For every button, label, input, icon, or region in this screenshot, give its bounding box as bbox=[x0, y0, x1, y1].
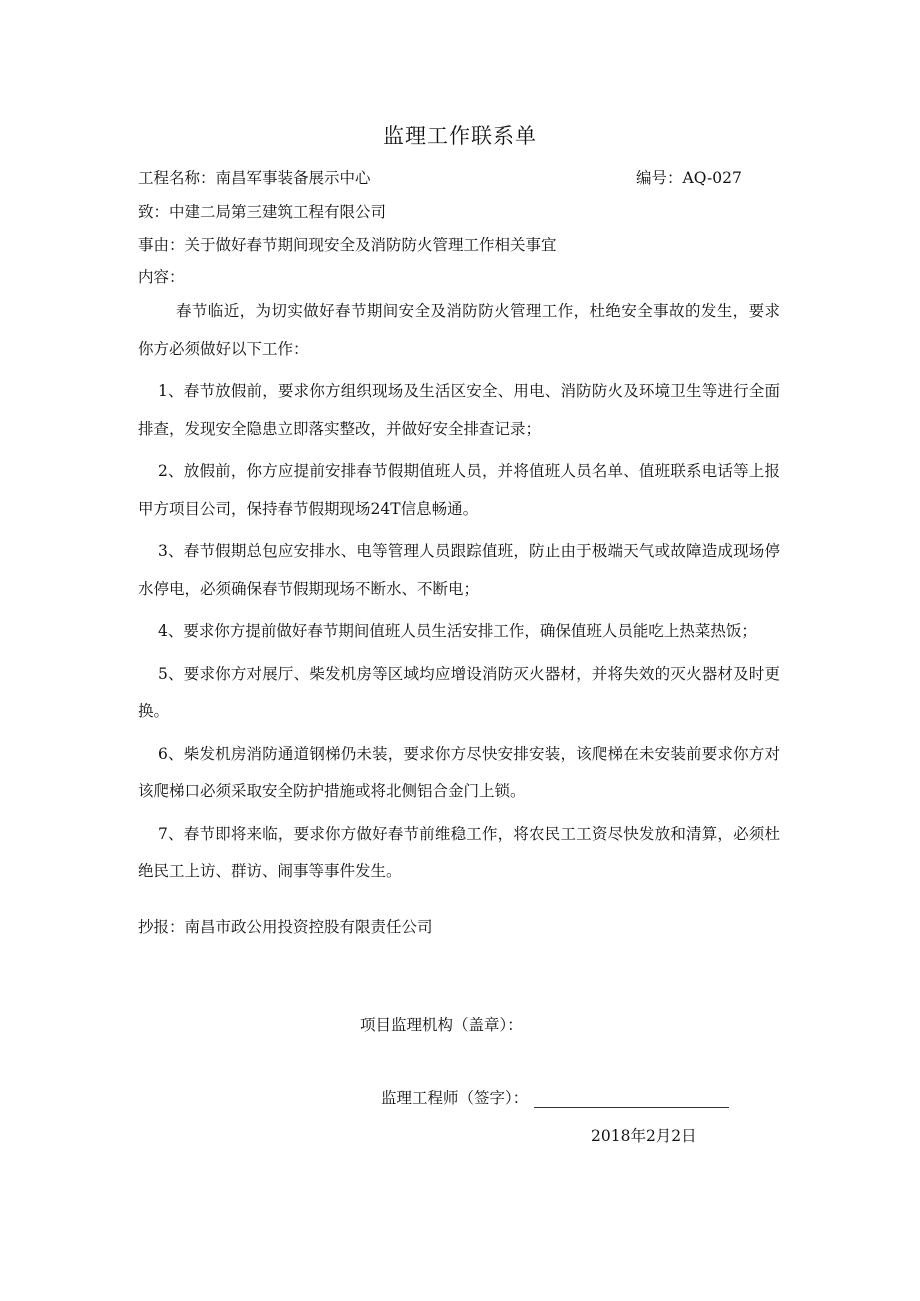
content-label: 内容： bbox=[138, 268, 185, 286]
project-label: 工程名称： bbox=[138, 169, 216, 187]
code-value: AQ-027 bbox=[682, 169, 742, 187]
document-code-line bbox=[636, 166, 742, 188]
item-paragraph-2: 2、放假前，你方应提前安排春节假期值班人员，并将值班人员名单、值班联系电话等上报甲方项目公司，保持春节假期现场24T信息畅通。 bbox=[138, 462, 780, 518]
intro-paragraph: 春节临近，为切实做好春节期间安全及消防防火管理工作，杜绝安全事故的发生，要求你方必须做好以下工作： bbox=[138, 302, 780, 358]
content-body bbox=[138, 293, 780, 896]
engineer-label: 监理工程师（签字）： bbox=[381, 1089, 529, 1107]
item-paragraph-5: 5、要求你方对展厅、柴发机房等区域均应增设消防灭火器材，并将失效的灭火器材及时更换。 bbox=[138, 664, 780, 720]
project-name-line bbox=[138, 166, 371, 188]
signature-blank bbox=[534, 1091, 729, 1108]
item-paragraph-7: 7、春节即将来临，要求你方做好春节前维稳工作，将农民工工资尽快发放和清算，必须杜绝民工上访、群访、闹事等事件发生。 bbox=[138, 824, 780, 880]
project-name: 南昌军事装备展示中心 bbox=[215, 169, 371, 187]
document-title: 监理工作联系单 bbox=[383, 124, 537, 148]
engineer-signature-line bbox=[381, 1086, 729, 1108]
supervision-org-seal-line: 项目监理机构（盖章）： bbox=[360, 1016, 523, 1034]
subject-line: 事由：关于做好春节期间现安全及消防防火管理工作相关事宜 bbox=[138, 236, 557, 254]
item-paragraph-1: 1、春节放假前，要求你方组织现场及生活区安全、用电、消防防火及环境卫生等进行全面排查，发现安全隐患立即落实整改，并做好安全排查记录； bbox=[138, 382, 780, 438]
item-paragraph-3: 3、春节假期总包应安排水、电等管理人员跟踪值班，防止由于极端天气或故障造成现场停水停电，必须确保春节假期现场不断水、不断电； bbox=[138, 542, 780, 598]
item-paragraph-6: 6、柴发机房消防通道钢梯仍未装，要求你方尽快安排安装，该爬梯在未安装前要求你方对该爬梯口必须采取安全防护措施或将北侧铝合金门上锁。 bbox=[138, 744, 780, 800]
item-paragraph-4: 4、要求你方提前做好春节期间值班人员生活安排工作，确保值班人员能吃上热菜热饭； bbox=[158, 622, 757, 640]
document-date: 2018年2月2日 bbox=[591, 1127, 697, 1145]
cc-line: 抄报：南昌市政公用投资控股有限责任公司 bbox=[138, 918, 433, 936]
recipient-line: 致：中建二局第三建筑工程有限公司 bbox=[138, 203, 387, 221]
code-label: 编号： bbox=[636, 169, 683, 187]
